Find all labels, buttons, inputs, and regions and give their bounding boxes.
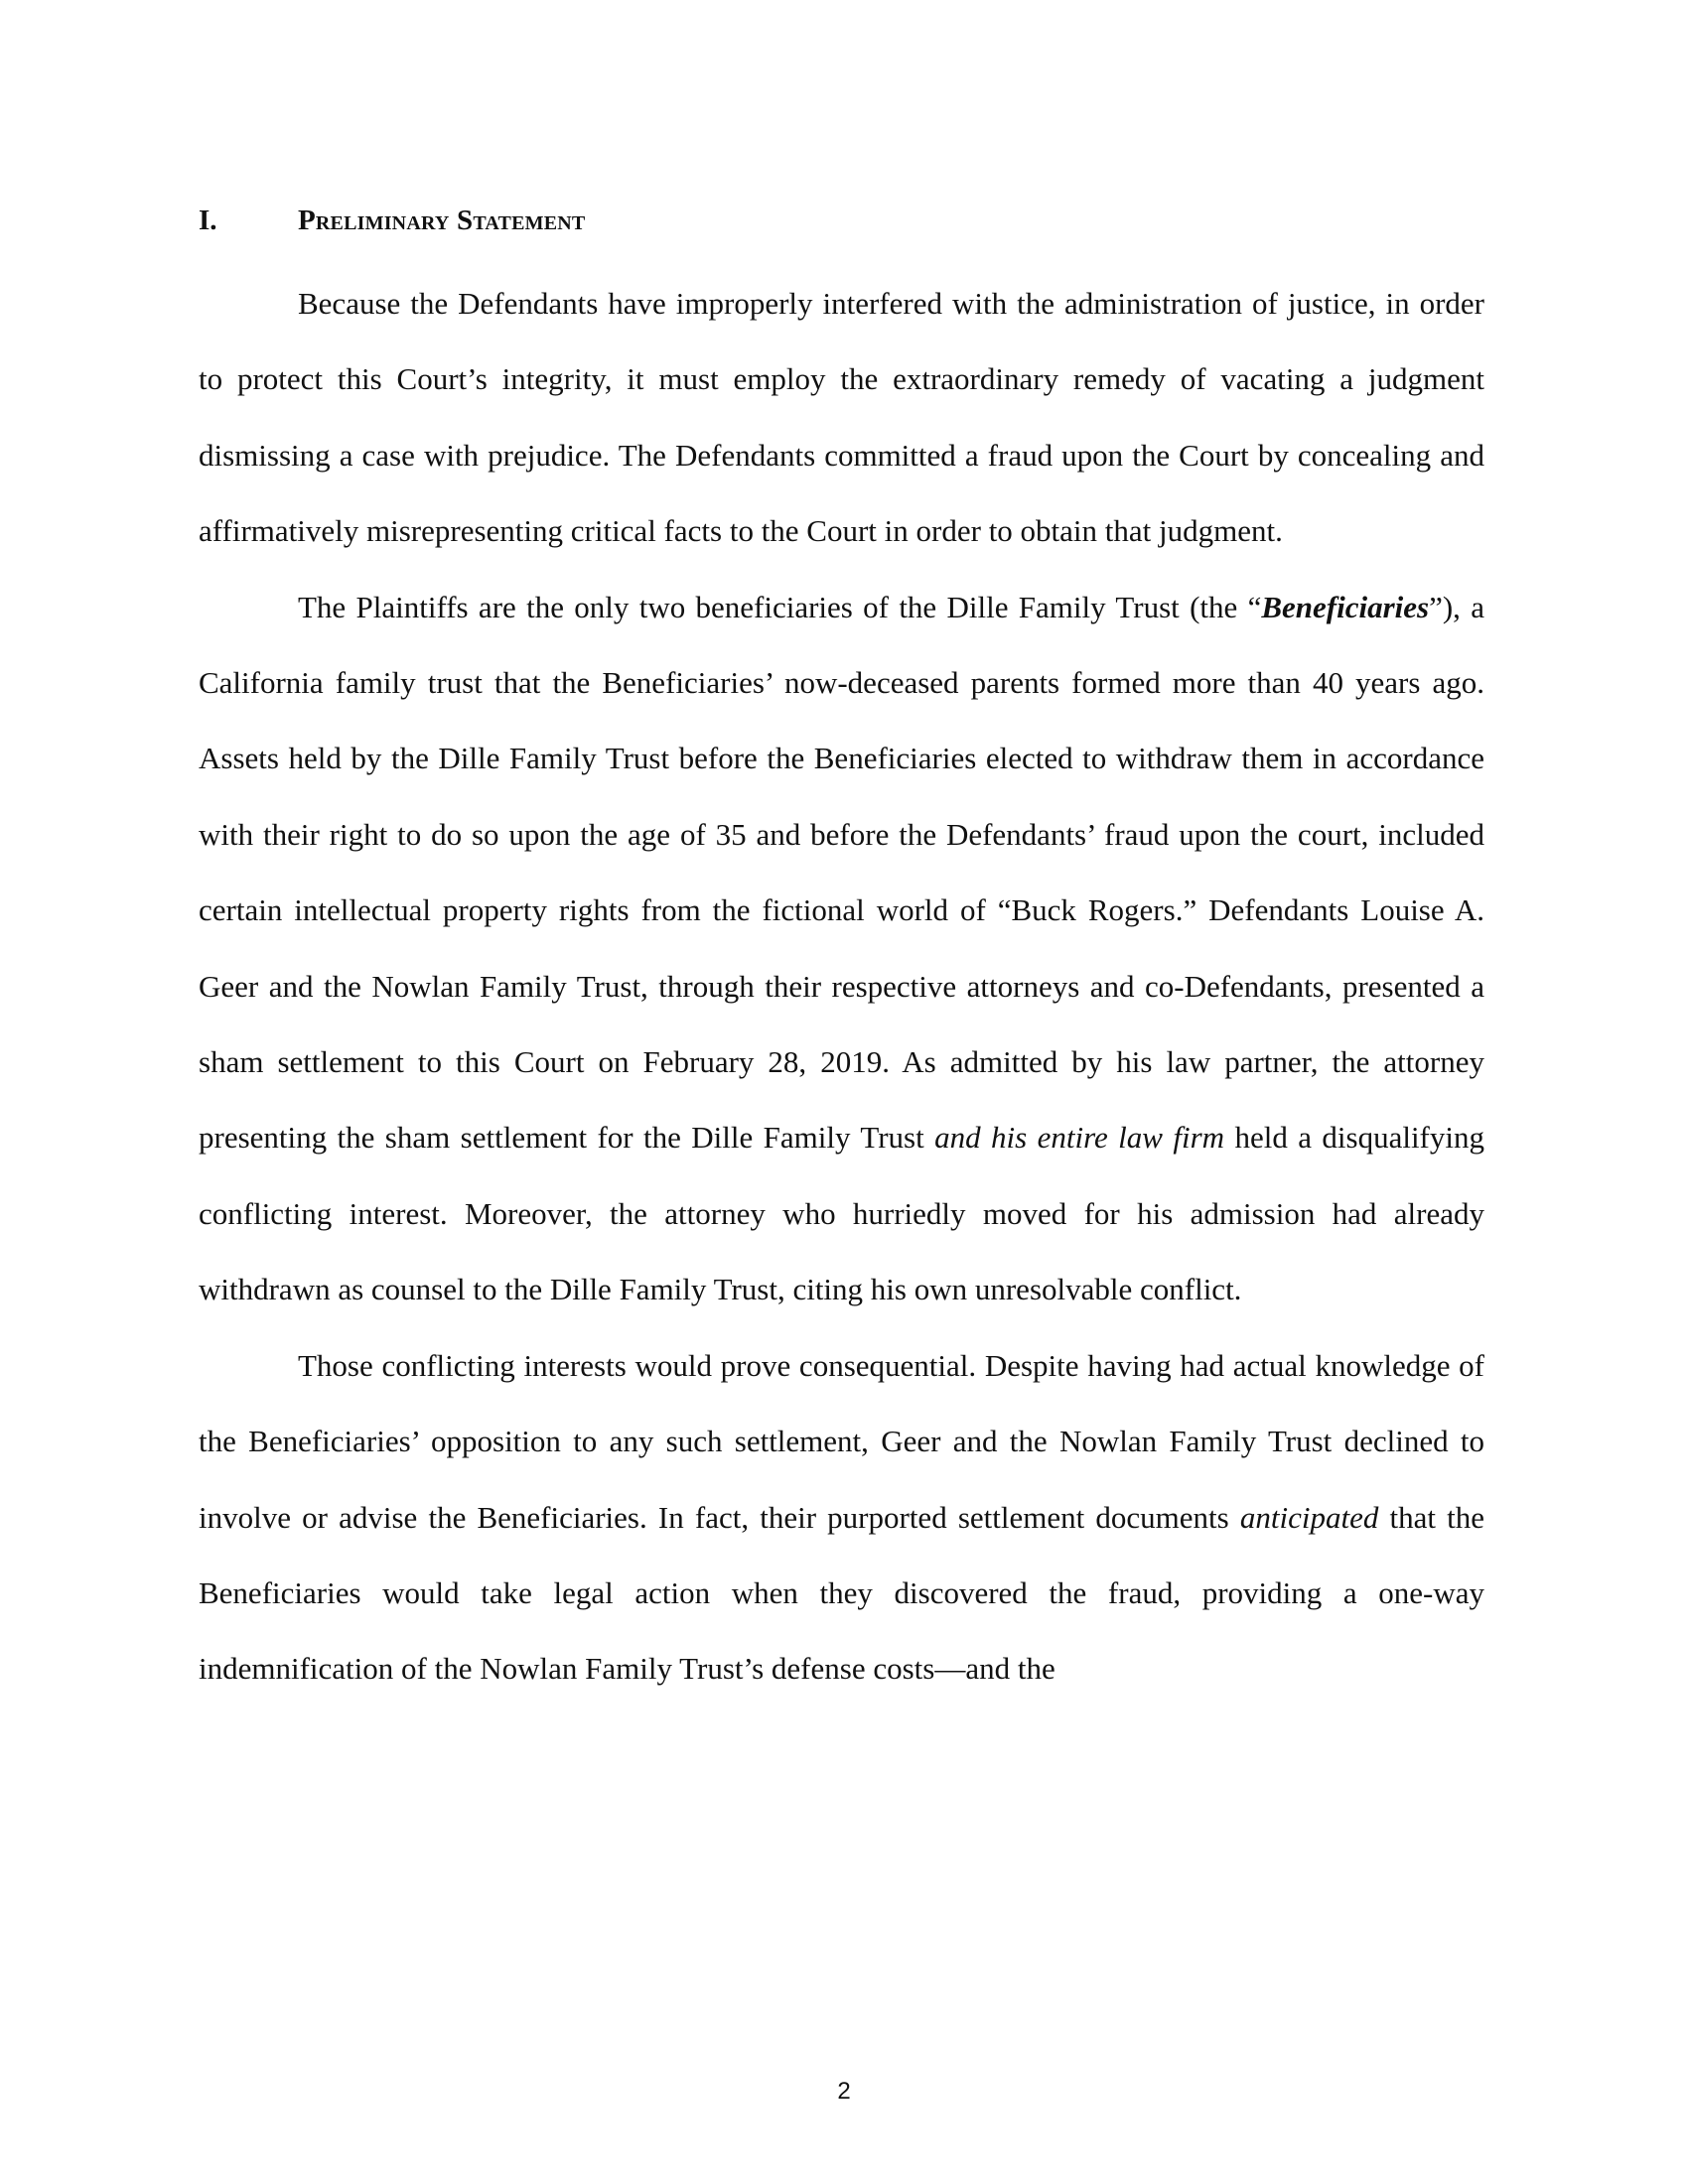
section-number: I. — [199, 205, 217, 236]
paragraph-3 — [199, 1328, 1484, 1707]
defined-term-beneficiaries: Beneficiaries — [1261, 589, 1430, 624]
paragraph-2 — [199, 570, 1484, 1328]
document-body — [199, 266, 1484, 1707]
emphasis-anticipated: anticipated — [1239, 1499, 1379, 1535]
paragraph-2-text-c: held a disqualifying conflicting interest. Moreover, the attorney who hurriedly moved for his admission had already withdrawn as counsel to the Dille Family Trust, citing his own unresolvable conflict. — [199, 1120, 1484, 1307]
section-heading — [199, 201, 585, 240]
section-title: Preliminary Statement — [298, 205, 586, 236]
page-number: 2 — [837, 2078, 851, 2105]
paragraph-3-text-a: Those conflicting interests would prove consequential. Despite having had actual knowledge of the Beneficiaries’ opposition to any such settlement, Geer and the Nowlan Family Trust declined to involve or advise the Beneficiaries. In fact, their purported settlement documents — [199, 1347, 1484, 1535]
paragraph-2-text-b: ”), a California family trust that the Beneficiaries’ now-deceased parents formed more than 40 years ago. Assets held by the Dille Family Trust before the Beneficiaries elected to withdraw them in accordance with their right to do so upon the age of 35 and before the Defendants’ fraud upon the court, included certain intellectual property rights from the fictional world of “Buck Rogers.” Defendants Louise A. Geer and the Nowlan Family Trust, through their respective attorneys and co-Defendants, presented a sham settlement to this Court on February 28, 2019. As admitted by his law partner, the attorney presenting the sham settlement for the Dille Family Trust — [199, 589, 1485, 1156]
paragraph-2-text-a: The Plaintiffs are the only two beneficiaries of the Dille Family Trust (the “ — [298, 589, 1262, 624]
paragraph-3-text-b: that the Beneficiaries would take legal action when they discovered the fraud, providing a one-way indemnification of the Nowlan Family Trust’s defense costs—and the — [199, 1499, 1484, 1687]
emphasis-entire-law-firm: and his entire law firm — [934, 1120, 1225, 1156]
paragraph-1: Because the Defendants have improperly interfered with the administration of justice, in order to protect this Court’s integrity, it must employ the extraordinary remedy of vacating a judgment dismissing a case with prejudice. The Defendants committed a fraud upon the Court by concealing and affirmatively misrepresenting critical facts to the Court in order to obtain that judgment. — [199, 286, 1484, 549]
